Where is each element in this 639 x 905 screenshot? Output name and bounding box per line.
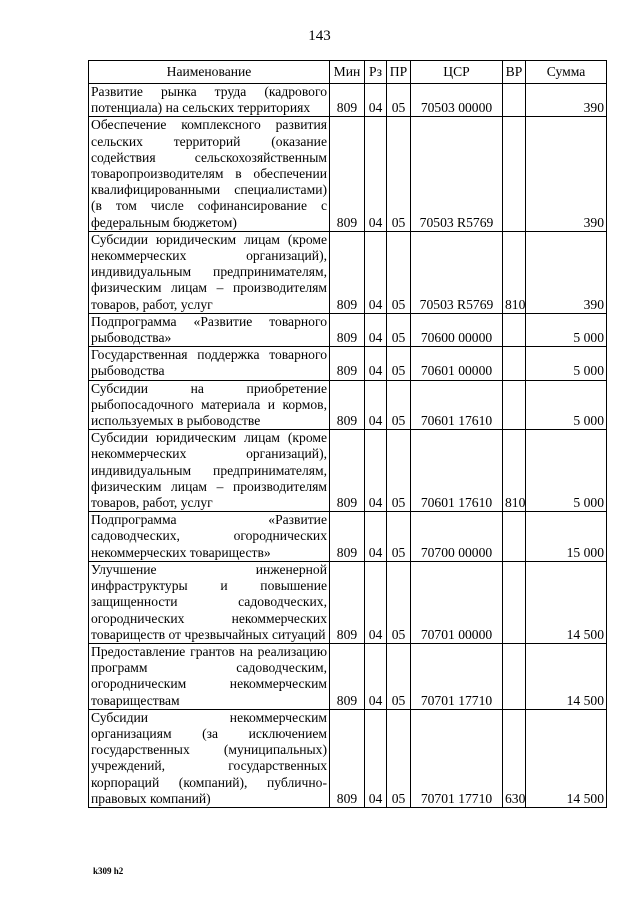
table-row — [89, 380, 607, 430]
cell-pr: 05 — [387, 117, 411, 231]
cell-min: 809 — [330, 313, 365, 346]
cell-name: Обеспечение комплексного развития сельских территорий (оказание содействия сельскохозяйственным товаропроизводителям в обеспечении квалифицированными специалистами) (в том числе софинансирование с федеральным бюджетом) — [89, 117, 330, 231]
cell-name: Субсидии на приобретение рыбопосадочного материала и кормов, используемых в рыбоводстве — [89, 380, 330, 430]
cell-rz: 04 — [365, 643, 387, 709]
budget-table — [88, 60, 607, 808]
cell-sum: 14 500 — [526, 709, 607, 807]
cell-min: 809 — [330, 84, 365, 117]
cell-vr — [503, 643, 526, 709]
cell-pr: 05 — [387, 430, 411, 512]
header-sum: Сумма — [526, 61, 607, 84]
cell-vr: 810 — [503, 430, 526, 512]
cell-name: Развитие рынка труда (кадрового потенциала) на сельских территориях — [89, 84, 330, 117]
cell-min: 809 — [330, 380, 365, 430]
cell-csr: 70601 17610 — [411, 380, 503, 430]
cell-csr: 70701 17710 — [411, 709, 503, 807]
cell-min: 809 — [330, 231, 365, 313]
table-row — [89, 313, 607, 346]
header-min: Мин — [330, 61, 365, 84]
cell-rz: 04 — [365, 512, 387, 562]
cell-name: Улучшение инженерной инфраструктуры и повышение защищенности садоводческих, огороднических некоммерческих товариществ от чрезвычайных ситуаций — [89, 561, 330, 643]
cell-pr: 05 — [387, 313, 411, 346]
cell-rz: 04 — [365, 347, 387, 380]
cell-pr: 05 — [387, 231, 411, 313]
cell-sum: 5 000 — [526, 380, 607, 430]
cell-vr — [503, 313, 526, 346]
page-number: 143 — [308, 28, 331, 44]
cell-sum: 390 — [526, 231, 607, 313]
cell-rz: 04 — [365, 313, 387, 346]
cell-rz: 04 — [365, 231, 387, 313]
cell-min: 809 — [330, 709, 365, 807]
cell-sum: 390 — [526, 117, 607, 231]
cell-csr: 70701 00000 — [411, 561, 503, 643]
cell-csr: 70700 00000 — [411, 512, 503, 562]
table-row — [89, 84, 607, 117]
cell-vr — [503, 512, 526, 562]
cell-csr: 70601 17610 — [411, 430, 503, 512]
cell-pr: 05 — [387, 512, 411, 562]
cell-vr — [503, 84, 526, 117]
table-header-row — [89, 61, 607, 84]
cell-pr: 05 — [387, 347, 411, 380]
cell-pr: 05 — [387, 84, 411, 117]
table-row — [89, 231, 607, 313]
cell-name: Предоставление грантов на реализацию программ садоводческим, огородническим некоммерческим товариществам — [89, 643, 330, 709]
cell-vr — [503, 347, 526, 380]
cell-csr: 70600 00000 — [411, 313, 503, 346]
cell-name: Государственная поддержка товарного рыбоводства — [89, 347, 330, 380]
cell-pr: 05 — [387, 709, 411, 807]
cell-sum: 390 — [526, 84, 607, 117]
cell-csr: 70701 17710 — [411, 643, 503, 709]
cell-min: 809 — [330, 117, 365, 231]
cell-rz: 04 — [365, 709, 387, 807]
cell-vr — [503, 380, 526, 430]
cell-sum: 5 000 — [526, 313, 607, 346]
header-csr: ЦСР — [411, 61, 503, 84]
cell-vr — [503, 561, 526, 643]
cell-pr: 05 — [387, 561, 411, 643]
cell-vr: 630 — [503, 709, 526, 807]
table-row — [89, 117, 607, 231]
cell-sum: 14 500 — [526, 561, 607, 643]
cell-csr: 70503 R5769 — [411, 231, 503, 313]
header-pr: ПР — [387, 61, 411, 84]
cell-min: 809 — [330, 643, 365, 709]
cell-rz: 04 — [365, 117, 387, 231]
table-row — [89, 643, 607, 709]
cell-pr: 05 — [387, 380, 411, 430]
cell-min: 809 — [330, 561, 365, 643]
cell-sum: 14 500 — [526, 643, 607, 709]
cell-sum: 15 000 — [526, 512, 607, 562]
table-row — [89, 430, 607, 512]
footer-code: k309 h2 — [93, 866, 124, 876]
header-name: Наименование — [89, 61, 330, 84]
cell-name: Субсидии некоммерческим организациям (за исключением государственных (муниципальных) учреждений, государственных корпораций (компаний), публично-правовых компаний) — [89, 709, 330, 807]
table-row — [89, 561, 607, 643]
cell-name: Подпрограмма «Развитие товарного рыбоводства» — [89, 313, 330, 346]
cell-name: Субсидии юридическим лицам (кроме некоммерческих организаций), индивидуальным предпринимателям, физическим лицам – производителям товаров, работ, услуг — [89, 231, 330, 313]
table-row — [89, 347, 607, 380]
cell-rz: 04 — [365, 430, 387, 512]
cell-rz: 04 — [365, 380, 387, 430]
cell-min: 809 — [330, 347, 365, 380]
cell-rz: 04 — [365, 561, 387, 643]
cell-rz: 04 — [365, 84, 387, 117]
table-row — [89, 709, 607, 807]
cell-pr: 05 — [387, 643, 411, 709]
cell-min: 809 — [330, 430, 365, 512]
cell-sum: 5 000 — [526, 347, 607, 380]
cell-csr: 70503 00000 — [411, 84, 503, 117]
cell-name: Подпрограмма «Развитие садоводческих, огороднических некоммерческих товариществ» — [89, 512, 330, 562]
cell-vr — [503, 117, 526, 231]
cell-csr: 70601 00000 — [411, 347, 503, 380]
table-row — [89, 512, 607, 562]
cell-csr: 70503 R5769 — [411, 117, 503, 231]
cell-sum: 5 000 — [526, 430, 607, 512]
cell-min: 809 — [330, 512, 365, 562]
table-body — [89, 84, 607, 808]
header-rz: Рз — [365, 61, 387, 84]
header-vr: ВР — [503, 61, 526, 84]
cell-name: Субсидии юридическим лицам (кроме некоммерческих организаций), индивидуальным предпринимателям, физическим лицам – производителям товаров, работ, услуг — [89, 430, 330, 512]
cell-vr: 810 — [503, 231, 526, 313]
